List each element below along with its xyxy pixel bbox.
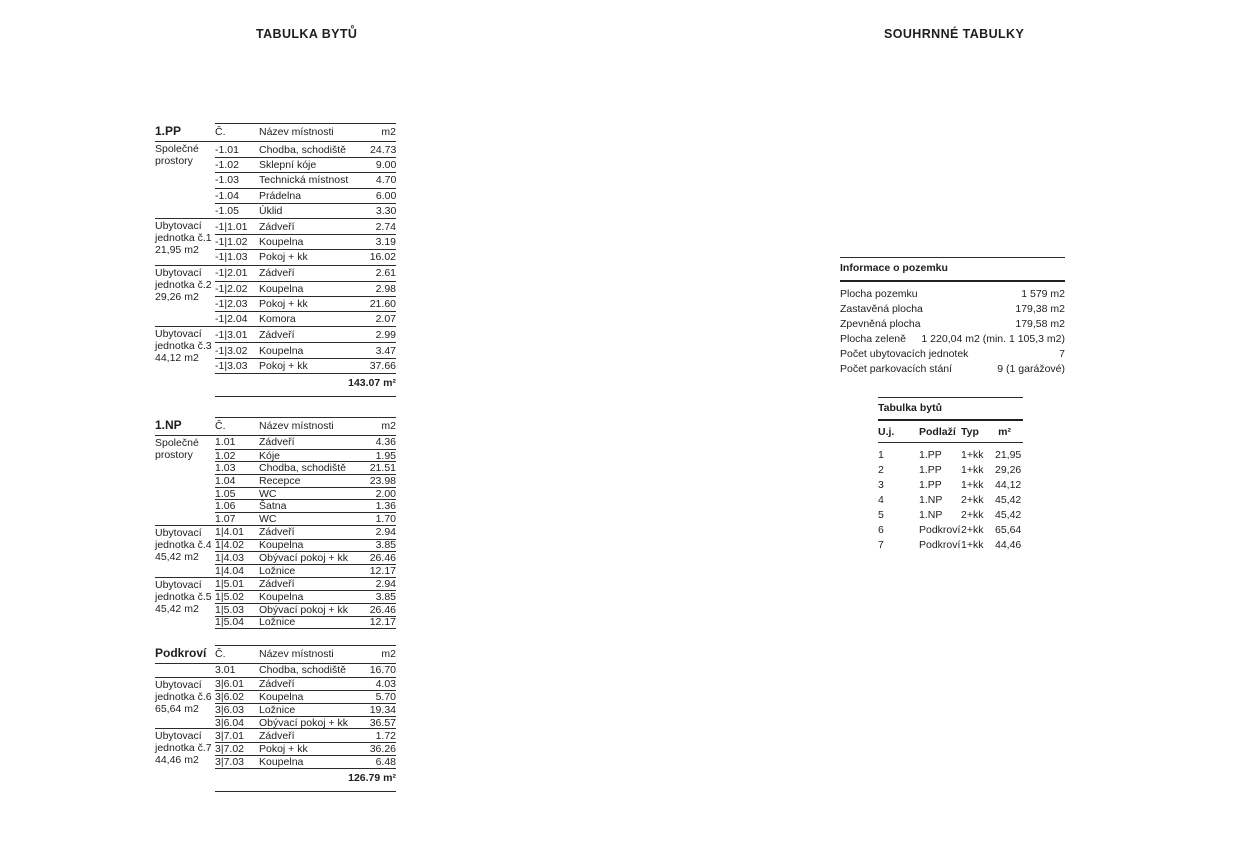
room-name: Komora xyxy=(259,313,296,326)
table-row xyxy=(215,281,396,296)
room-section xyxy=(155,265,396,327)
room-name: Zádveří xyxy=(259,328,295,341)
room-area: 3.30 xyxy=(375,204,397,217)
room-area: 3.85 xyxy=(375,591,396,604)
room-name: Pokoj + kk xyxy=(259,742,308,755)
unit-cell: Podkroví xyxy=(919,538,961,551)
room-number: -1.01 xyxy=(215,143,239,156)
unit-column-header: m² xyxy=(998,426,1011,438)
unit-cell: 45,42 xyxy=(995,493,1022,506)
table-row xyxy=(215,157,396,172)
page-title-apartments: TABULKA BYTŮ xyxy=(256,27,358,41)
room-name: Recepce xyxy=(259,474,301,487)
land-info-row xyxy=(840,301,1065,316)
land-info-row xyxy=(840,346,1065,361)
unit-cell: 1.PP xyxy=(919,448,942,461)
column-header-number: Č. xyxy=(215,648,226,660)
unit-cell: 1 xyxy=(878,448,884,461)
room-number: 1.05 xyxy=(215,487,236,500)
room-area: 1.36 xyxy=(375,500,396,513)
land-info-label: Počet ubytovacích jednotek xyxy=(840,347,969,360)
section-label: Ubytovací jednotka č.5 45,42 m2 xyxy=(155,578,212,615)
room-name: Zádveří xyxy=(259,729,295,742)
table-row xyxy=(215,578,396,591)
room-number: 1.03 xyxy=(215,462,236,475)
table-row xyxy=(215,616,396,629)
unit-cell: 6 xyxy=(878,523,884,536)
room-area: 21.51 xyxy=(369,462,396,475)
table-row xyxy=(215,487,396,500)
room-name: Sklepní kóje xyxy=(259,159,317,172)
room-table-header xyxy=(155,123,396,142)
room-name: Koupelna xyxy=(259,539,304,552)
table-row xyxy=(215,461,396,474)
room-number: -1|3.01 xyxy=(215,328,248,341)
table-row xyxy=(215,234,396,249)
unit-cell: 2+kk xyxy=(961,493,984,506)
room-number: 1|5.04 xyxy=(215,616,245,629)
room-name: Ložnice xyxy=(259,703,296,716)
table-row xyxy=(215,603,396,616)
unit-cell: 2 xyxy=(878,463,884,476)
room-name: Koupelna xyxy=(259,755,304,768)
table-row xyxy=(215,512,396,525)
room-number: 1|4.02 xyxy=(215,539,245,552)
table-row xyxy=(215,539,396,552)
room-area: 36.26 xyxy=(369,742,396,755)
table-row xyxy=(215,664,396,677)
room-name: Zádveří xyxy=(259,220,295,233)
room-number: 1|4.04 xyxy=(215,564,245,577)
table-row xyxy=(215,296,396,311)
room-name: Kóje xyxy=(259,449,281,462)
room-number: 1|5.01 xyxy=(215,577,245,590)
room-area: 2.94 xyxy=(375,577,396,590)
floor-label: 1.PP xyxy=(155,124,182,138)
table-row xyxy=(215,729,396,742)
room-number: 1|5.03 xyxy=(215,603,245,616)
land-info-row xyxy=(840,361,1065,376)
room-name: Ložnice xyxy=(259,616,296,629)
unit-column-header: Podlaží xyxy=(919,426,956,438)
room-table-1np xyxy=(155,417,396,629)
room-number: 1|4.01 xyxy=(215,526,245,539)
column-header-number: Č. xyxy=(215,420,226,432)
floor-total: 143.07 m² xyxy=(215,373,396,397)
land-info-value: 179,58 m2 xyxy=(1015,317,1065,330)
room-number: -1|1.03 xyxy=(215,251,248,264)
floor-label: 1.NP xyxy=(155,418,182,432)
room-area: 19.34 xyxy=(369,703,396,716)
column-header-area: m2 xyxy=(381,648,396,660)
unit-cell: 29,26 xyxy=(995,463,1022,476)
section-label: Ubytovací jednotka č.2 29,26 m2 xyxy=(155,266,212,303)
room-number: -1|3.03 xyxy=(215,359,248,372)
section-label: Ubytovací jednotka č.6 65,64 m2 xyxy=(155,678,212,715)
room-name: Koupelna xyxy=(259,691,304,704)
room-number: -1|2.04 xyxy=(215,313,248,326)
room-number: 3|6.02 xyxy=(215,691,245,704)
room-name: Zádveří xyxy=(259,267,295,280)
section-label xyxy=(155,664,215,677)
unit-row xyxy=(878,537,1023,552)
section-label: Ubytovací jednotka č.3 44,12 m2 xyxy=(155,328,212,365)
table-row xyxy=(215,342,396,357)
room-name: Koupelna xyxy=(259,344,304,357)
room-area: 2.94 xyxy=(375,526,396,539)
room-name: Koupelna xyxy=(259,282,304,295)
unit-row xyxy=(878,462,1023,477)
unit-summary-header xyxy=(878,421,1023,443)
floor-label: Podkroví xyxy=(155,646,207,660)
unit-cell: 1.PP xyxy=(919,463,942,476)
room-area: 4.70 xyxy=(375,174,397,187)
land-info-value: 9 (1 garážové) xyxy=(997,362,1065,375)
room-area: 2.74 xyxy=(375,220,396,233)
unit-cell: 1.NP xyxy=(919,508,943,521)
land-info-label: Počet parkovacích stání xyxy=(840,362,953,375)
room-area: 16.70 xyxy=(369,664,396,677)
unit-row xyxy=(878,507,1023,522)
land-info-label: Plocha zeleně xyxy=(840,332,906,345)
room-table-1pp xyxy=(155,123,396,397)
unit-cell: 1.NP xyxy=(919,493,943,506)
room-number: -1|1.02 xyxy=(215,236,248,249)
unit-cell: 7 xyxy=(878,538,884,551)
room-name: Obývací pokoj + kk xyxy=(259,603,348,616)
section-label: Ubytovací jednotka č.7 44,46 m2 xyxy=(155,730,212,767)
column-header-number: Č. xyxy=(215,126,226,138)
land-info-table xyxy=(840,257,1065,376)
room-name: Šatna xyxy=(259,500,287,513)
unit-cell: 1+kk xyxy=(961,538,984,551)
table-row xyxy=(215,172,396,187)
table-row xyxy=(215,249,396,264)
unit-cell: 21,95 xyxy=(995,448,1022,461)
land-info-label: Zastavěná plocha xyxy=(840,302,923,315)
room-area: 26.46 xyxy=(369,603,396,616)
room-section xyxy=(155,142,396,218)
land-info-row xyxy=(840,316,1065,331)
unit-cell: 65,64 xyxy=(995,523,1022,536)
unit-cell: 1+kk xyxy=(961,448,984,461)
room-table-podkrovi xyxy=(155,645,396,792)
table-row xyxy=(215,219,396,234)
unit-cell: 1+kk xyxy=(961,478,984,491)
room-area: 5.70 xyxy=(375,691,396,704)
room-name: Chodba, schodiště xyxy=(259,462,346,475)
table-row xyxy=(215,716,396,729)
room-area: 6.00 xyxy=(375,189,397,202)
room-area: 12.17 xyxy=(369,616,396,629)
room-name: Koupelna xyxy=(259,236,304,249)
land-info-value: 7 xyxy=(1059,347,1065,360)
unit-summary-table xyxy=(878,397,1023,552)
column-header-name: Název místnosti xyxy=(259,126,334,138)
table-row xyxy=(215,678,396,691)
section-label: Společné prostory xyxy=(155,437,199,461)
table-row xyxy=(215,526,396,539)
room-table-header xyxy=(155,417,396,436)
room-number: 1|4.03 xyxy=(215,552,245,565)
table-row xyxy=(215,358,396,373)
table-row xyxy=(215,499,396,512)
table-row xyxy=(215,703,396,716)
room-name: Úklid xyxy=(259,204,283,217)
room-area: 12.17 xyxy=(369,564,396,577)
room-name: Pokoj + kk xyxy=(259,251,308,264)
room-area: 36.57 xyxy=(369,716,396,729)
room-section xyxy=(155,436,396,525)
land-info-row xyxy=(840,331,1065,346)
column-header-name: Název místnosti xyxy=(259,420,334,432)
room-name: Technická místnost xyxy=(259,174,349,187)
room-area: 6.48 xyxy=(375,755,396,768)
room-section xyxy=(155,326,396,373)
floor-total: 126.79 m² xyxy=(215,768,396,792)
room-name: Zádveří xyxy=(259,577,295,590)
room-name: Obývací pokoj + kk xyxy=(259,716,348,729)
table-row xyxy=(215,755,396,768)
room-number: 3.01 xyxy=(215,664,236,677)
room-area: 3.19 xyxy=(375,236,396,249)
room-area: 4.03 xyxy=(375,678,396,691)
table-row xyxy=(215,690,396,703)
room-name: Pokoj + kk xyxy=(259,359,308,372)
unit-summary-title: Tabulka bytů xyxy=(878,397,1023,421)
room-area: 16.02 xyxy=(369,251,396,264)
room-section xyxy=(155,577,396,629)
table-row xyxy=(215,590,396,603)
table-row xyxy=(215,474,396,487)
unit-cell: 45,42 xyxy=(995,508,1022,521)
table-row xyxy=(215,188,396,203)
room-name: Zádveří xyxy=(259,526,295,539)
room-number: -1.05 xyxy=(215,204,239,217)
unit-cell: 4 xyxy=(878,493,884,506)
unit-cell: 2+kk xyxy=(961,523,984,536)
room-number: 1.04 xyxy=(215,474,236,487)
unit-column-header: Typ xyxy=(961,426,979,438)
room-area: 21.60 xyxy=(369,297,396,310)
room-area: 3.85 xyxy=(375,539,396,552)
unit-cell: 5 xyxy=(878,508,884,521)
unit-summary-rows xyxy=(878,443,1023,552)
room-number: -1|1.01 xyxy=(215,220,248,233)
room-number: 3|6.01 xyxy=(215,678,245,691)
section-label: Společné prostory xyxy=(155,143,199,167)
table-row xyxy=(215,436,396,449)
room-number: 1.07 xyxy=(215,512,236,525)
land-info-row xyxy=(840,286,1065,301)
room-number: 3|7.02 xyxy=(215,742,245,755)
room-number: 1.06 xyxy=(215,500,236,513)
room-number: 3|6.04 xyxy=(215,716,245,729)
room-area: 1.70 xyxy=(375,512,396,525)
room-section xyxy=(155,677,396,729)
room-name: Koupelna xyxy=(259,591,304,604)
room-number: 1.01 xyxy=(215,436,236,449)
room-table-header xyxy=(155,645,396,664)
room-name: WC xyxy=(259,512,277,525)
unit-cell: Podkroví xyxy=(919,523,961,536)
room-area: 2.00 xyxy=(375,487,396,500)
unit-cell: 44,46 xyxy=(995,538,1022,551)
room-name: Chodba, schodiště xyxy=(259,143,346,156)
table-row xyxy=(215,266,396,281)
room-area: 9.00 xyxy=(375,159,397,172)
room-section xyxy=(155,728,396,767)
unit-row xyxy=(878,477,1023,492)
land-info-value: 1 579 m2 xyxy=(1021,287,1065,300)
section-label: Ubytovací jednotka č.1 21,95 m2 xyxy=(155,219,212,256)
room-area: 24.73 xyxy=(370,143,397,156)
unit-cell: 2+kk xyxy=(961,508,984,521)
room-area: 37.66 xyxy=(369,359,396,372)
room-name: Chodba, schodiště xyxy=(259,664,346,677)
land-info-value: 1 220,04 m2 (min. 1 105,3 m2) xyxy=(921,332,1065,345)
table-row xyxy=(215,551,396,564)
column-header-area: m2 xyxy=(381,420,396,432)
room-area: 2.61 xyxy=(375,267,396,280)
table-row xyxy=(215,142,396,157)
column-header-area: m2 xyxy=(381,126,396,138)
unit-column-header: U.j. xyxy=(878,426,895,438)
room-number: -1|2.01 xyxy=(215,267,248,280)
table-row xyxy=(215,311,396,326)
room-name: Zádveří xyxy=(259,678,295,691)
room-name: Zádveří xyxy=(259,436,295,449)
unit-cell: 1.PP xyxy=(919,478,942,491)
room-number: -1|2.03 xyxy=(215,297,248,310)
unit-cell: 1+kk xyxy=(961,463,984,476)
land-info-value: 179,38 m2 xyxy=(1015,302,1065,315)
table-row xyxy=(215,564,396,577)
land-info-title: Informace o pozemku xyxy=(840,257,1065,282)
room-area: 2.99 xyxy=(375,328,396,341)
table-row xyxy=(215,742,396,755)
room-name: Obývací pokoj + kk xyxy=(259,552,348,565)
room-name: Prádelna xyxy=(259,189,302,202)
room-area: 2.98 xyxy=(375,282,396,295)
room-number: -1.03 xyxy=(215,174,239,187)
room-number: 1|5.02 xyxy=(215,591,245,604)
column-header-name: Název místnosti xyxy=(259,648,334,660)
table-row xyxy=(215,327,396,342)
room-section xyxy=(155,525,396,577)
room-area: 23.98 xyxy=(369,474,396,487)
room-name: WC xyxy=(259,487,277,500)
room-area: 1.72 xyxy=(375,729,396,742)
room-area: 4.36 xyxy=(375,436,396,449)
room-name: Pokoj + kk xyxy=(259,297,308,310)
room-section xyxy=(155,218,396,265)
room-number: -1|3.02 xyxy=(215,344,248,357)
room-section xyxy=(155,664,396,677)
unit-cell: 3 xyxy=(878,478,884,491)
table-row xyxy=(215,203,396,218)
room-number: -1.02 xyxy=(215,159,239,172)
room-area: 26.46 xyxy=(369,552,396,565)
room-number: 1.02 xyxy=(215,449,236,462)
room-number: 3|7.03 xyxy=(215,755,245,768)
unit-row xyxy=(878,522,1023,537)
unit-cell: 44,12 xyxy=(995,478,1022,491)
unit-row xyxy=(878,447,1023,462)
room-number: 3|7.01 xyxy=(215,729,245,742)
room-area: 3.47 xyxy=(375,344,396,357)
room-area: 1.95 xyxy=(375,449,396,462)
room-number: 3|6.03 xyxy=(215,703,245,716)
table-row xyxy=(215,449,396,462)
room-number: -1.04 xyxy=(215,189,239,202)
land-info-rows xyxy=(840,282,1065,376)
room-area: 2.07 xyxy=(375,313,396,326)
page-title-summary: SOUHRNNÉ TABULKY xyxy=(884,27,1025,41)
unit-row xyxy=(878,492,1023,507)
land-info-label: Zpevněná plocha xyxy=(840,317,921,330)
room-name: Ložnice xyxy=(259,564,296,577)
room-number: -1|2.02 xyxy=(215,282,248,295)
section-label: Ubytovací jednotka č.4 45,42 m2 xyxy=(155,526,212,563)
land-info-label: Plocha pozemku xyxy=(840,287,918,300)
